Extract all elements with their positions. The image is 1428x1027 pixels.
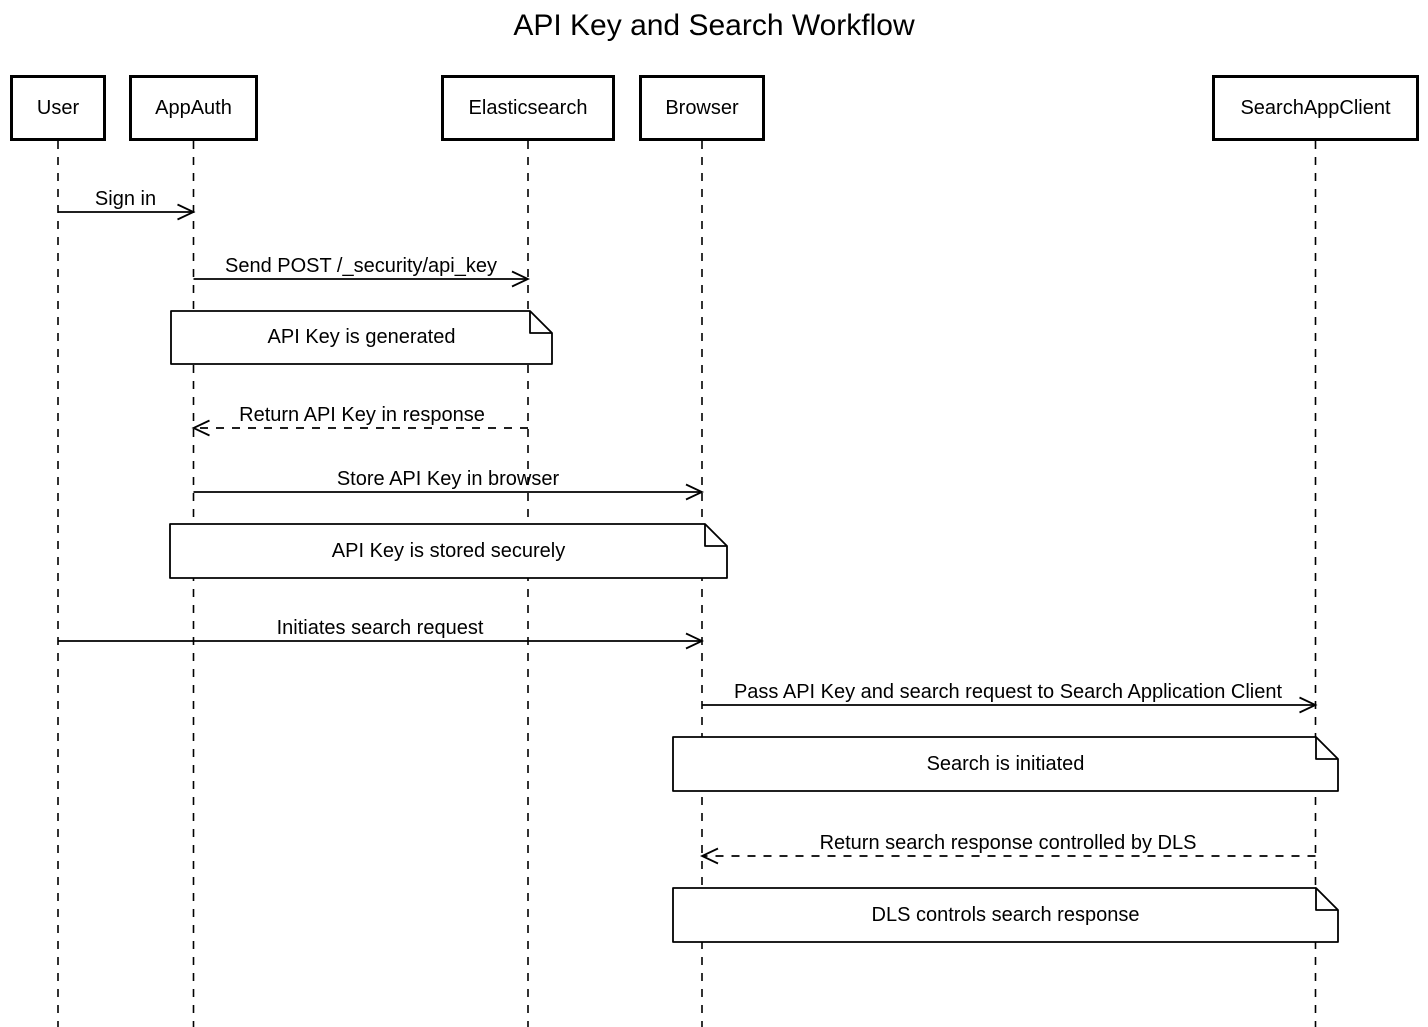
participant-elasticsearch bbox=[441, 75, 615, 141]
message-label-initiates-search: Initiates search request bbox=[276, 617, 484, 639]
note-text-search-initiated: Search is initiated bbox=[926, 752, 1085, 775]
note-text-api-key-stored: API Key is stored securely bbox=[331, 539, 566, 562]
participant-user bbox=[10, 75, 106, 141]
note-text-dls-controls: DLS controls search response bbox=[871, 903, 1140, 926]
message-label-return-search-response: Return search response controlled by DLS bbox=[819, 832, 1197, 854]
message-label-return-api-key: Return API Key in response bbox=[239, 404, 485, 426]
participant-elasticsearch-label: Elasticsearch bbox=[468, 96, 588, 119]
diagram-title: API Key and Search Workflow bbox=[513, 9, 915, 42]
participant-searchappclient-label: SearchAppClient bbox=[1240, 96, 1391, 119]
participant-browser bbox=[639, 75, 765, 141]
participant-appauth-label: AppAuth bbox=[155, 96, 232, 119]
message-label-store-api-key: Store API Key in browser bbox=[336, 468, 560, 490]
message-label-pass-api-key: Pass API Key and search request to Search Application Client bbox=[733, 681, 1283, 703]
message-label-send-post: Send POST /_security/api_key bbox=[225, 255, 497, 277]
participant-searchappclient bbox=[1212, 75, 1419, 141]
participant-user-label: User bbox=[36, 96, 80, 119]
participant-browser-label: Browser bbox=[665, 96, 739, 119]
message-label-sign-in: Sign in bbox=[94, 188, 157, 210]
participant-appauth bbox=[129, 75, 258, 141]
note-text-api-key-generated: API Key is generated bbox=[267, 326, 456, 348]
